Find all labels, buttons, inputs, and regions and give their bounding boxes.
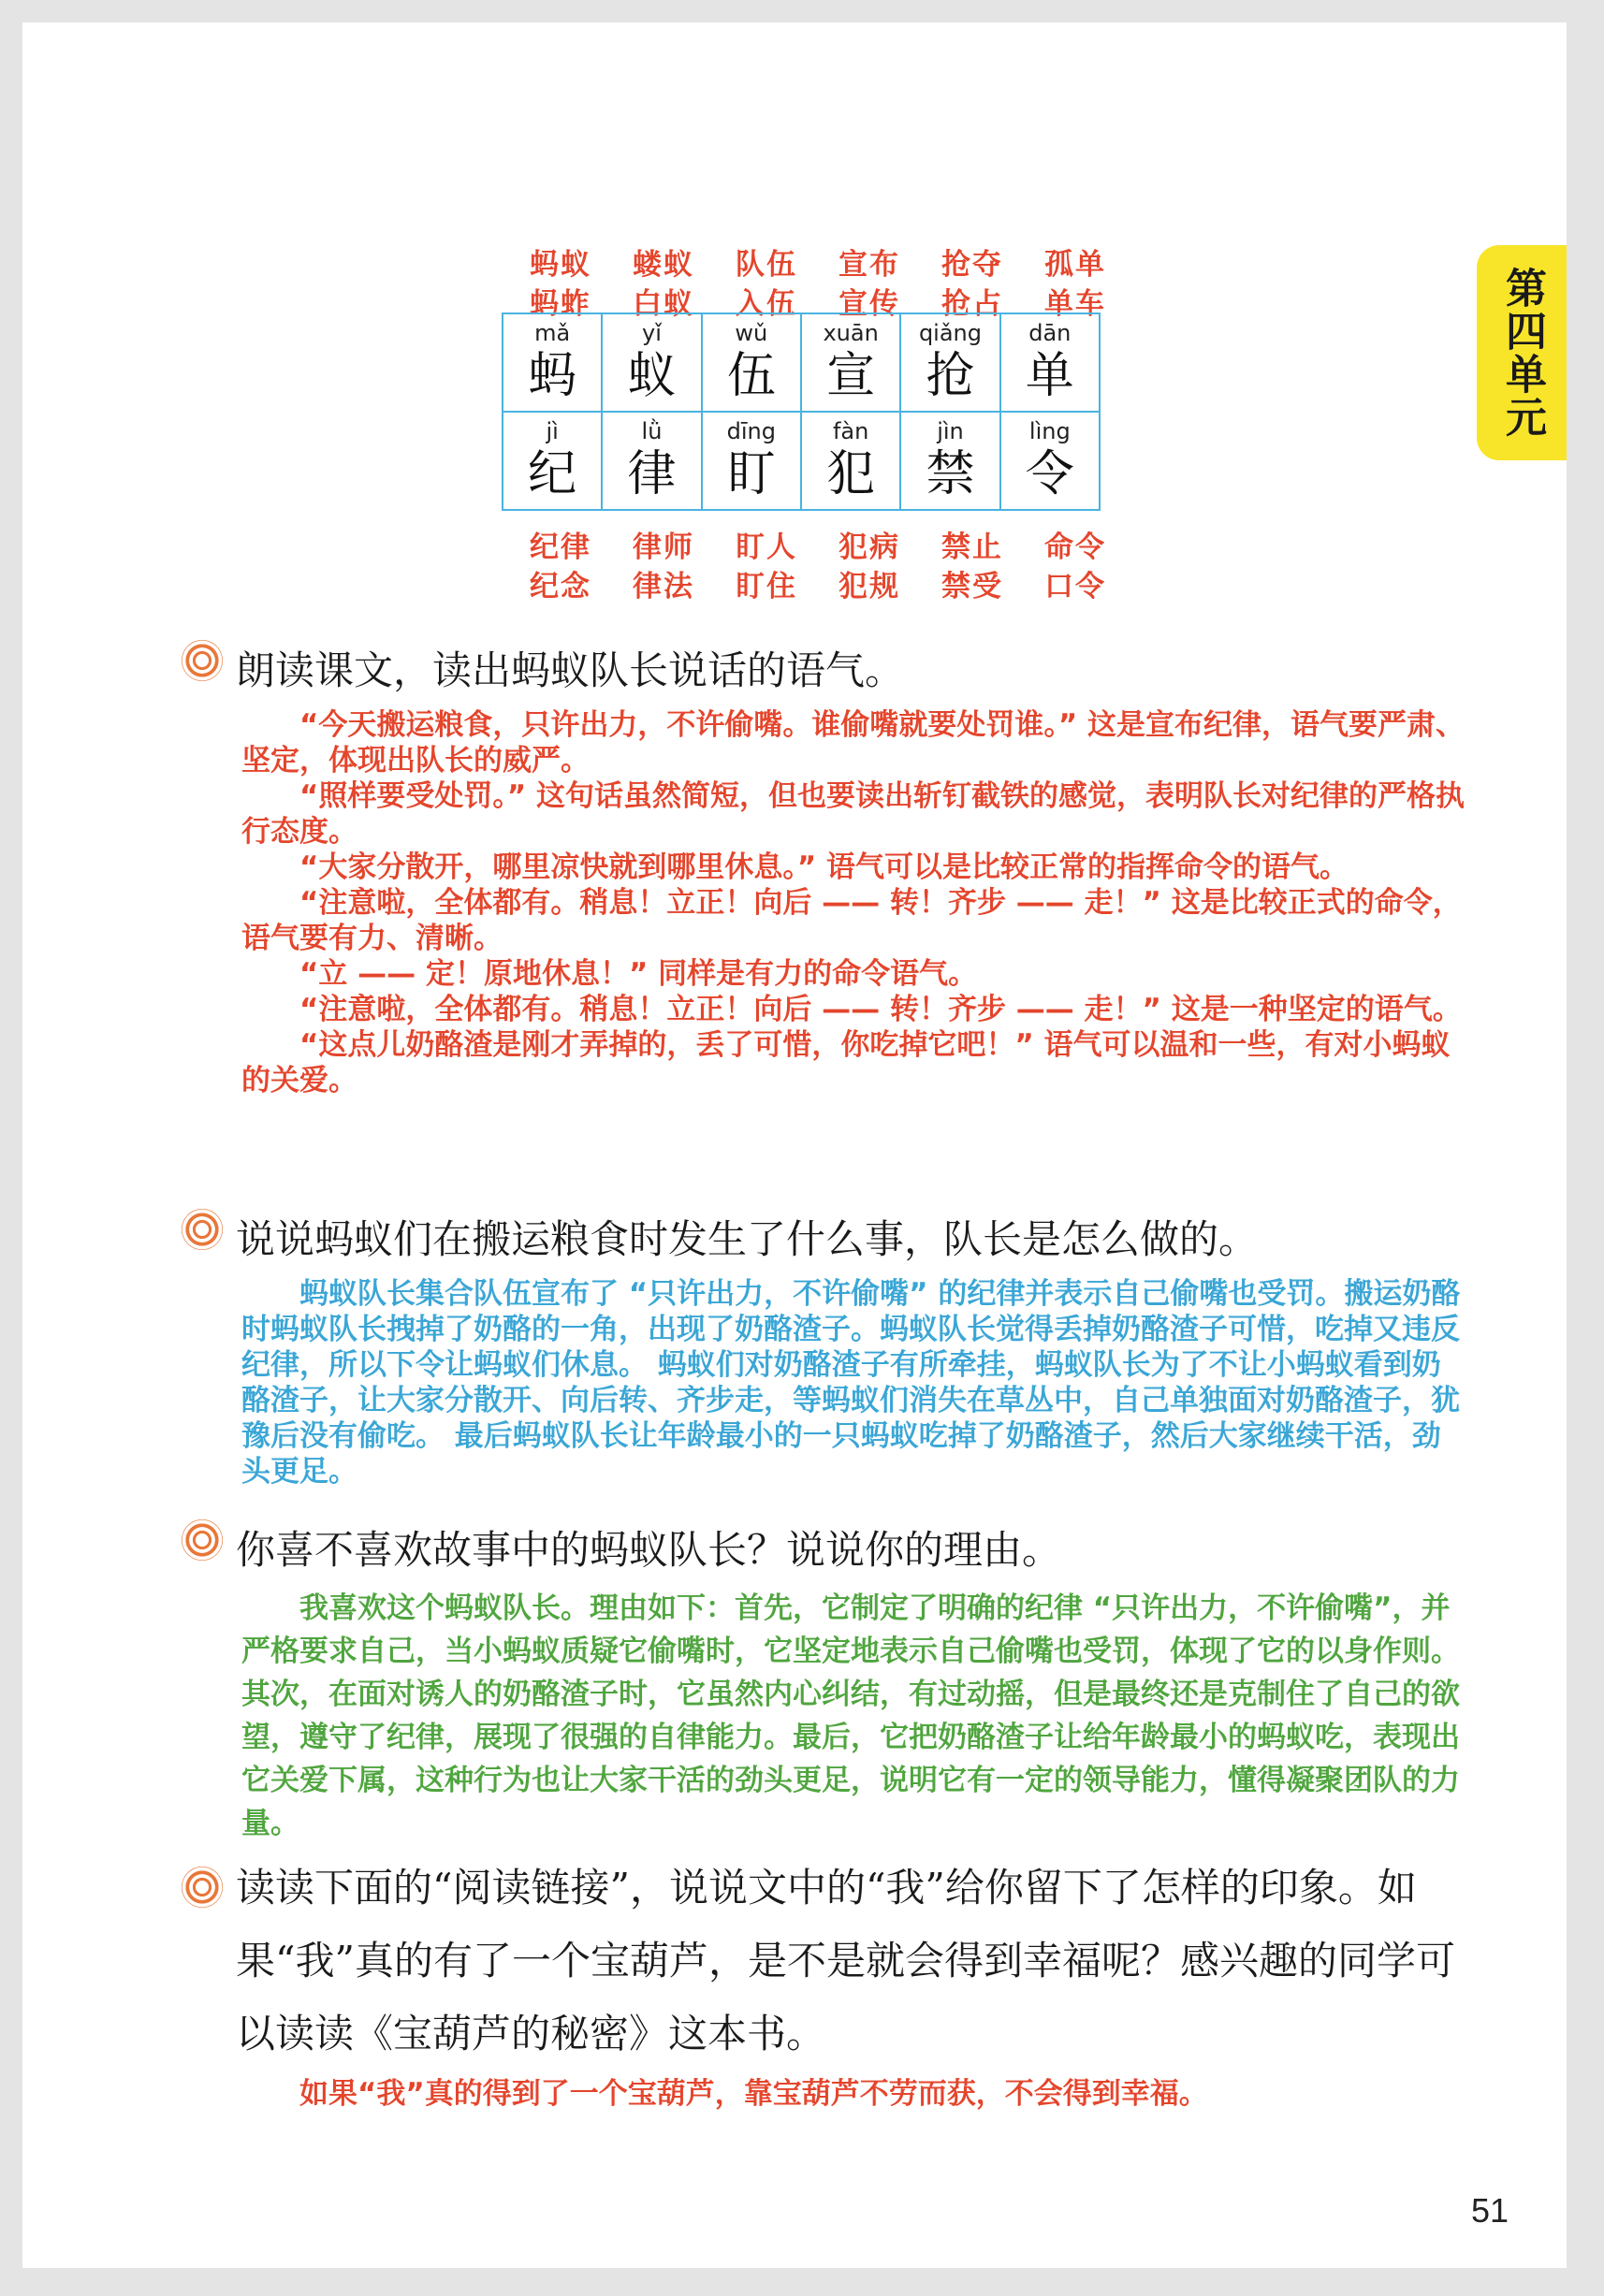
word-group: [612, 528, 715, 606]
question-3: [182, 1519, 1492, 1576]
hanzi: 单: [1025, 348, 1074, 404]
word: 犯规: [838, 570, 900, 603]
word-group: [921, 528, 1024, 606]
pinyin: dīng: [726, 418, 776, 444]
unit-tab-label: 第四单元: [1498, 267, 1546, 439]
word: 孤单: [1044, 248, 1106, 282]
hanzi: 蚂: [528, 348, 577, 404]
answer-paragraph: “注意啦，全体都有。稍息！立正！向后 —— 转！齐步 —— 走！” 这是一种坚定的语气。: [299, 993, 1462, 1026]
question-text: 读读下面的“阅读链接”，说说文中的“我”给你留下了怎样的印象。如果“我”真的有了一个宝葫芦，是不是就会得到幸福呢？感兴趣的同学可以读读《宝葫芦的秘密》这本书。: [236, 1865, 1455, 2056]
char-cell: [901, 413, 1000, 509]
spiral-bullet-icon: [182, 1519, 223, 1561]
grid-row: [503, 314, 1099, 411]
question-1: [182, 640, 1492, 696]
word: 宣布: [838, 248, 900, 282]
char-cell: [901, 314, 1000, 411]
answer-2: [241, 1276, 1467, 1489]
word: 口令: [1044, 570, 1106, 603]
word: 禁受: [941, 570, 1003, 603]
answer-paragraph: 如果“我”真的得到了一个宝葫芦，靠宝葫芦不劳而获，不会得到幸福。: [299, 2077, 1208, 2111]
word: 盯人: [736, 530, 797, 564]
pinyin: jìn: [937, 418, 964, 444]
hanzi: 禁: [926, 446, 975, 502]
char-cell: [802, 413, 901, 509]
word: 律师: [633, 530, 694, 564]
question-text: 你喜不喜欢故事中的蚂蚁队长？说说你的理由。: [236, 1527, 1062, 1573]
pinyin: jì: [546, 418, 559, 444]
word: 队伍: [736, 248, 797, 282]
hanzi: 犯: [826, 446, 876, 502]
char-cell: [1001, 413, 1099, 509]
word: 抢夺: [941, 248, 1003, 282]
word: 盯住: [736, 570, 797, 603]
char-cell: [603, 314, 702, 411]
word: 抢占: [941, 287, 1003, 321]
pinyin: fàn: [832, 418, 869, 444]
question-text: 朗读课文，读出蚂蚁队长说话的语气。: [236, 647, 905, 693]
pinyin: yǐ: [642, 320, 662, 346]
hanzi: 令: [1025, 446, 1074, 502]
textbook-page: [22, 22, 1567, 2268]
answer-paragraph: “这点儿奶酪渣是刚才弄掉的，丢了可惜，你吃掉它吧！” 语气可以温和一些，有对小蚂蚁的关爱。: [241, 1028, 1451, 1097]
answer-paragraph: 蚂蚁队长集合队伍宣布了 “只许出力，不许偷嘴” 的纪律并表示自己偷嘴也受罚。搬运奶酪时蚂蚁队长拽掉了奶酪的一角，出现了奶酪渣子。蚂蚁队长觉得丢掉奶酪渣子可惜，吃掉又违反纪律，所以下令让蚂蚁们休息。 蚂蚁们对奶酪渣子有所牵挂，蚂蚁队长为了不让小蚂蚁看到奶酪渣子，让大家分散开、向后转、齐步走，等蚂蚁们消失在草丛中，自己单独面对奶酪渣子，犹豫后没有偷吃。 最后蚂蚁队长让年龄最小的一只蚂蚁吃掉了奶酪渣子，然后大家继续干活，劲头更足。: [241, 1277, 1461, 1489]
answer-paragraph: “注意啦，全体都有。稍息！立正！向后 —— 转！齐步 —— 走！” 这是比较正式的命令，语气要有力、清晰。: [241, 886, 1462, 955]
answer-paragraph: “立 —— 定！原地休息！” 同样是有力的命令语气。: [299, 957, 978, 991]
word: 命令: [1044, 530, 1106, 564]
char-cell: [603, 413, 702, 509]
word: 入伍: [736, 287, 797, 321]
character-grid: [502, 312, 1101, 511]
word: 律法: [633, 570, 694, 603]
pinyin: wǔ: [735, 320, 768, 346]
word: 蝼蚁: [633, 248, 694, 282]
answer-paragraph: “大家分散开，哪里凉快就到哪里休息。” 语气可以是比较正常的指挥命令的语气。: [299, 850, 1349, 884]
word-group: [818, 528, 921, 606]
answer-3: [241, 1587, 1467, 1845]
hanzi: 盯: [726, 446, 776, 502]
word: 白蚁: [633, 287, 694, 321]
word-groups-bottom: [509, 528, 1127, 606]
page-number: 51: [1470, 2191, 1509, 2230]
pinyin: xuān: [823, 320, 879, 346]
spiral-bullet-icon: [182, 640, 223, 681]
char-cell: [503, 413, 603, 509]
word-group: [509, 528, 612, 606]
question-text: 说说蚂蚁们在搬运粮食时发生了什么事，队长是怎么做的。: [236, 1216, 1259, 1262]
pinyin: lǜ: [641, 418, 663, 444]
word-group: [1024, 528, 1127, 606]
hanzi: 伍: [726, 348, 776, 404]
answer-paragraph: “今天搬运粮食，只许出力，不许偷嘴。谁偷嘴就要处罚谁。” 这是宣布纪律，语气要严肃、坚定，体现出队长的威严。: [241, 708, 1465, 777]
hanzi: 蚁: [627, 348, 677, 404]
pinyin: mǎ: [534, 320, 571, 346]
hanzi: 抢: [926, 348, 975, 404]
char-cell: [703, 413, 802, 509]
char-cell: [1001, 314, 1099, 411]
question-4: [182, 1852, 1482, 2071]
word: 宣传: [838, 287, 900, 321]
word: 蚂蚱: [530, 287, 591, 321]
char-cell: [802, 314, 901, 411]
word-group: [715, 528, 818, 606]
word: 单车: [1044, 287, 1106, 321]
word: 禁止: [941, 530, 1003, 564]
word: 蚂蚁: [530, 248, 591, 282]
answer-paragraph: 我喜欢这个蚂蚁队长。理由如下：首先，它制定了明确的纪律 “只许出力，不许偷嘴”，并严格要求自己，当小蚂蚁质疑它偷嘴时，它坚定地表示自己偷嘴也受罚，体现了它的以身作则。其次，在面对诱人的奶酪渣子时，它虽然内心纠结，有过动摇，但是最终还是克制住了自己的欲望，遵守了纪律，展现了很强的自律能力。最后，它把奶酪渣子让给年龄最小的蚂蚁吃，表现出它关爱下属，这种行为也让大家干活的劲头更足，说明它有一定的领导能力，懂得凝聚团队的力量。: [241, 1591, 1460, 1840]
spiral-bullet-icon: [182, 1209, 223, 1250]
word: 犯病: [838, 530, 900, 564]
unit-tab: [1477, 245, 1567, 460]
char-cell: [703, 314, 802, 411]
question-2: [182, 1209, 1492, 1265]
pinyin: qiǎng: [918, 320, 982, 346]
grid-row: [503, 411, 1099, 509]
spiral-bullet-icon: [182, 1867, 223, 1908]
word: 纪念: [530, 570, 591, 603]
pinyin: dān: [1028, 320, 1072, 346]
hanzi: 宣: [826, 348, 876, 404]
answer-4: [241, 2076, 1467, 2112]
hanzi: 纪: [528, 446, 577, 502]
answer-paragraph: “照样要受处罚。” 这句话虽然简短，但也要读出斩钉截铁的感觉，表明队长对纪律的严格执行态度。: [241, 779, 1465, 849]
word: 纪律: [530, 530, 591, 564]
answer-1: [241, 707, 1467, 1098]
pinyin: lìng: [1028, 418, 1071, 444]
char-cell: [503, 314, 603, 411]
hanzi: 律: [627, 446, 677, 502]
